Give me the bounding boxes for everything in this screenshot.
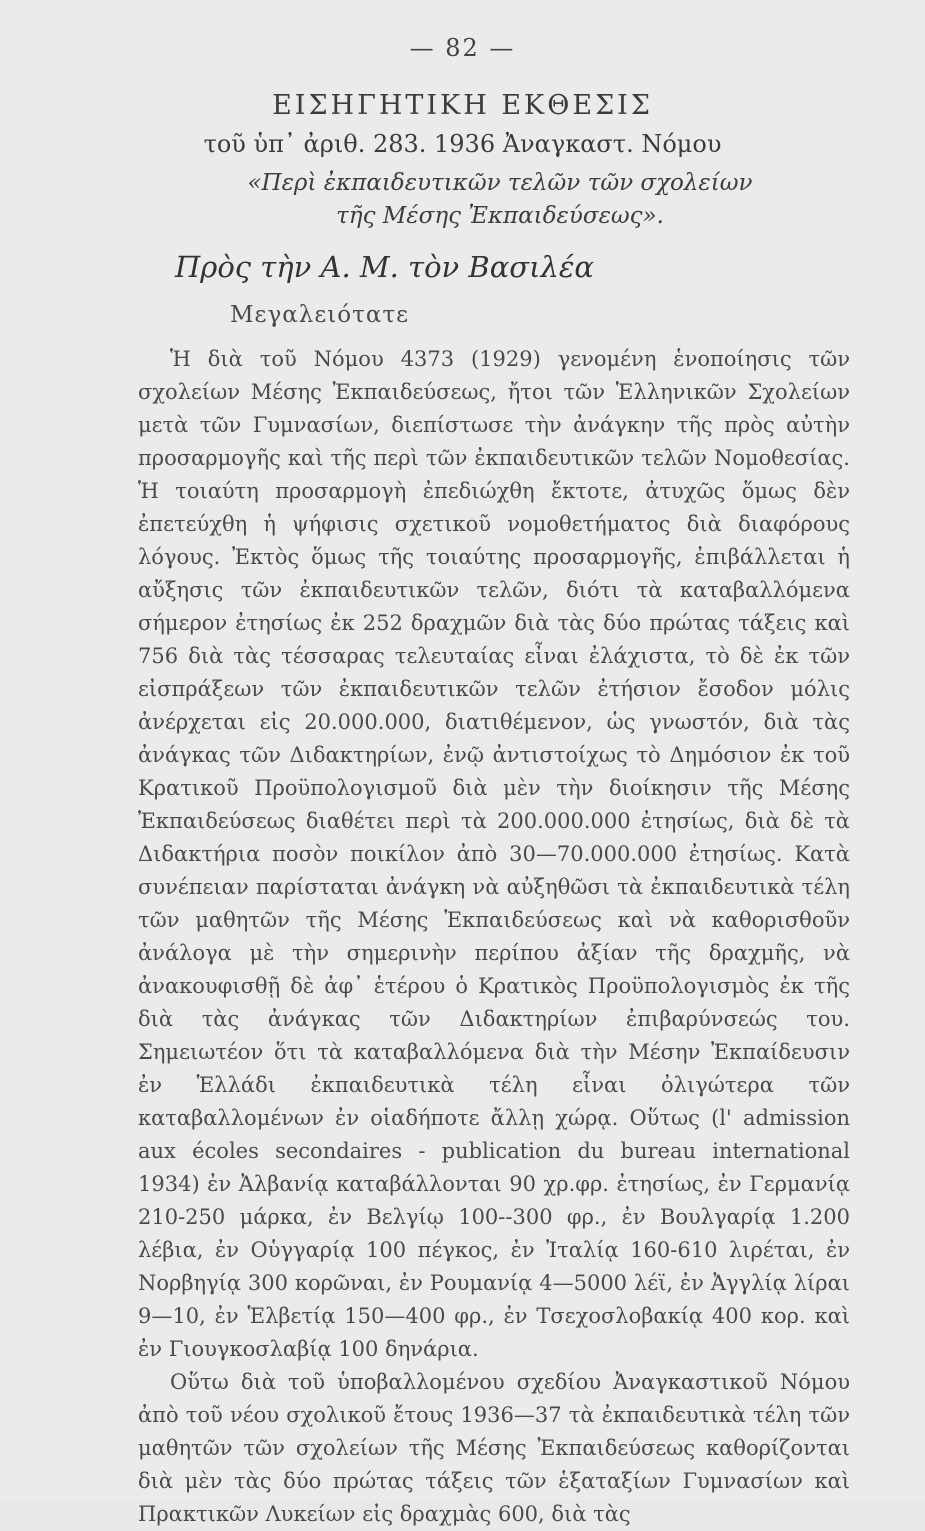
body-text <box>138 343 850 1531</box>
paragraph-2: Οὕτω διὰ τοῦ ὑποβαλλομένου σχεδίου Ἀναγκαστικοῦ Νόμου ἀπὸ τοῦ νέου σχολικοῦ ἔτους 1936—37 τὰ ἐκπαιδευτικὰ τέλη τῶν μαθητῶν τῶν σχολείων τῆς Μέσης Ἐκπαιδεύσεως καθορίζονται διὰ μὲν τὰς δύο πρώτας τάξεις τῶν ἑξαταξίων Γυμνασίων καὶ Πρακτικῶν Λυκείων εἰς δραχμὰς 600, διὰ τὰς <box>138 1370 850 1526</box>
document-subtitle: τοῦ ὑπ᾽ ἀριθ. 283. 1936 Ἀναγκαστ. Νόμου <box>203 130 722 158</box>
paragraph-1: Ἡ διὰ τοῦ Νόμου 4373 (1929) γενομένη ἑνοποίησις τῶν σχολείων Μέσης Ἐκπαιδεύσεως, ἤτοι τῶν Ἑλληνικῶν Σχολείων μετὰ τῶν Γυμνασίων, διεπίστωσε τὴν ἀνάγκην τῆς πρὸς αὐτὴν προσαρμογῆς καὶ τῆς περὶ τῶν ἐκπαιδευτικῶν τελῶν Νομοθεσίας. Ἡ τοιαύτη προσαρμογὴ ἐπεδιώχθη ἔκτοτε, ἀτυχῶς ὅμως δὲν ἐπετεύχθη ἡ ψήφισις σχετικοῦ νομοθετήματος διὰ διαφόρους λόγους. Ἐκτὸς ὅμως τῆς τοιαύτης προσαρμογῆς, ἐπιβάλλεται ἡ αὔξησις τῶν ἐκπαιδευτικῶν τελῶν, διότι τὰ καταβαλλόμενα σήμερον ἐτησίως ἐκ 252 δραχμῶν διὰ τὰς δύο πρώτας τάξεις καὶ 756 διὰ τὰς τέσσαρας τελευταίας εἶναι ἐλάχιστα, τὸ δὲ ἐκ τῶν εἰσπράξεων τῶν ἐκπαιδευτικῶν τελῶν ἐτήσιον ἔσοδον μόλις ἀνέρχεται εἰς 20.000.000, διατιθέμενον, ὡς γνωστόν, διὰ τὰς ἀνάγκας τῶν Διδακτηρίων, ἐνῷ ἀντιστοίχως τὸ Δημόσιον ἐκ τοῦ Κρατικοῦ Προϋπολογισμοῦ διὰ μὲν τὴν διοίκησιν τῆς Μέσης Ἐκπαιδεύσεως διαθέτει περὶ τὰ 200.000.000 ἐτησίως, διὰ δὲ τὰ Διδακτήρια ποσὸν ποικίλον ἀπὸ 30—70.000.000 ἐτησίως. Κατὰ συνέπειαν παρίσταται ἀνάγκη νὰ αὐξηθῶσι τὰ ἐκπαιδευτικὰ τέλη τῶν μαθητῶν τῆς Μέσης Ἐκπαιδεύσεως καὶ νὰ καθορισθοῦν ἀνάλογα μὲ τὴν σημερινὴν περίπου ἀξίαν τῆς δραχμῆς, νὰ ἀνακουφισθῇ δὲ ἀφ᾽ ἑτέρου ὁ Κρατικὸς Προϋπολογισμὸς ἐκ τῆς διὰ τὰς ἀνάγκας τῶν Διδακτηρίων ἐπιβαρύνσεώς του. Σημειωτέον ὅτι τὰ καταβαλλόμενα διὰ τὴν Μέσην Ἐκπαίδευσιν ἐν Ἑλλάδι ἐκπαιδευτικὰ τέλη εἶναι ὀλιγώτερα τῶν καταβαλλομένων ἐν οἱαδήποτε ἄλλῃ χώρᾳ. Οὕτως (l' admission aux écoles secondaires - publication du bureau international 1934) ἐν Ἀλβανίᾳ καταβάλλονται 90 χρ.φρ. ἐτησίως, ἐν Γερμανίᾳ 210-250 μάρκα, ἐν Βελγίῳ 100--300 φρ., ἐν Βουλγαρίᾳ 1.200 λέβια, ἐν Οὑγγαρίᾳ 100 πέγκος, ἐν Ἰταλίᾳ 160-610 λιρέται, ἐν Νορβηγίᾳ 300 κορῶναι, ἐν Ρουμανίᾳ 4—5000 λέϊ, ἐν Ἀγγλίᾳ λίραι 9—10, ἐν Ἑλβετίᾳ 150—400 φρ., ἐν Τσεχοσλοβακίᾳ 400 κορ. καὶ ἐν Γιουγκοσλαβίᾳ 100 δηνάρια. <box>138 347 850 1361</box>
law-title-line-1: «Περὶ ἐκπαιδευτικῶν τελῶν τῶν σχολείων <box>247 170 753 196</box>
addressee: Πρὸς τὴν Α. Μ. τὸν Βασιλέα <box>175 250 594 284</box>
law-title-line-2: τῆς Μέσης Ἐκπαιδεύσεως». <box>336 203 664 229</box>
document-title: ΕΙΣΗΓΗΤΙΚΗ ΕΚΘΕΣΙΣ <box>272 90 653 121</box>
salutation: Μεγαλειότατε <box>230 302 409 328</box>
page-number: — 82 — <box>409 34 516 62</box>
